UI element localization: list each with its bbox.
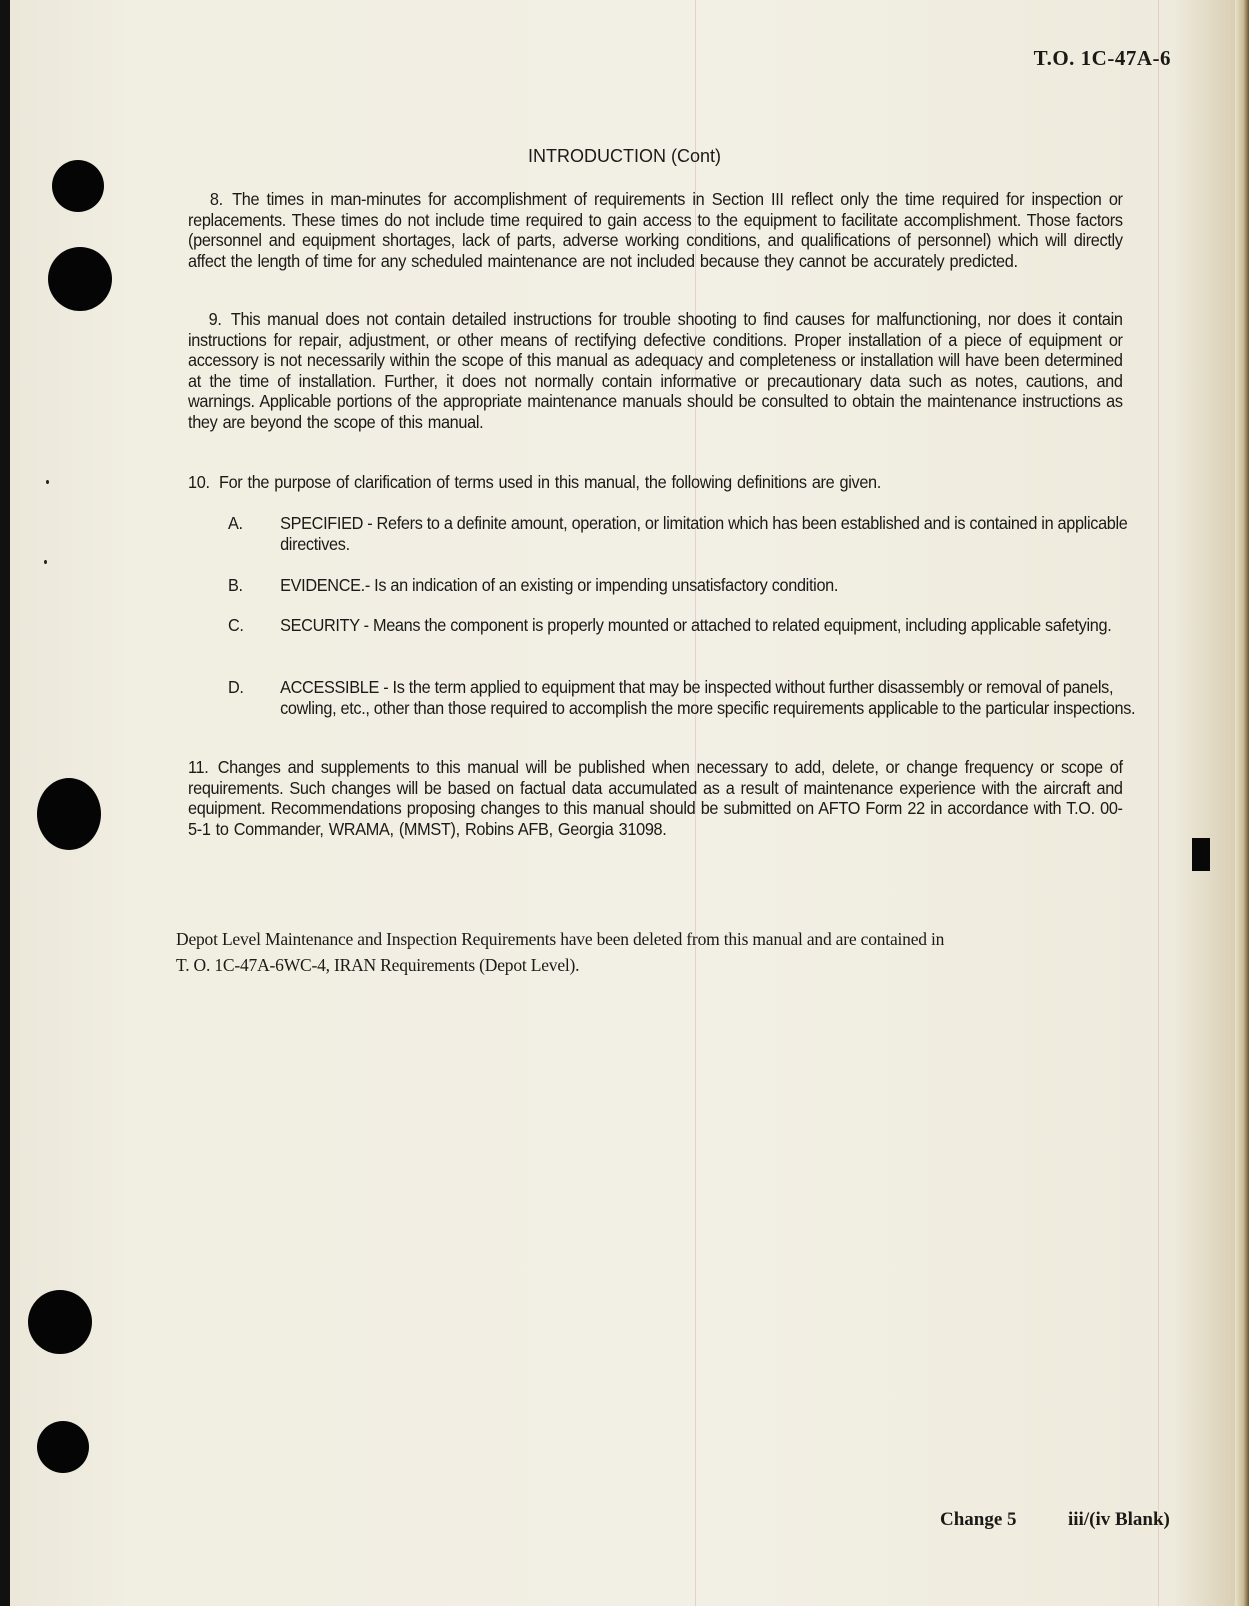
definition-specified	[228, 513, 1144, 554]
paragraph-text: For the purpose of clarification of terms used in this manual, the following definitions are given.	[218, 472, 881, 492]
paragraph-number: 8.	[209, 189, 223, 209]
paragraph-number: 11.	[188, 757, 209, 777]
definition-evidence	[228, 575, 1144, 596]
change-number: Change 5	[940, 1509, 1017, 1530]
definition-text: ACCESSIBLE - Is the term applied to equipment that may be inspected without further disassembly or removal of panels, cowling, etc., other than those required to accomplish the more specific requirements applicable to the particular inspections.	[280, 677, 1136, 718]
binder-hole	[37, 1421, 89, 1473]
depot-note-line: Depot Level Maintenance and Inspection Requirements have been deleted from this manual and are contained in	[176, 929, 945, 949]
binder-hole	[52, 160, 104, 212]
paragraph-text: This manual does not contain detailed instructions for trouble shooting to find causes for malfunctioning, nor does it contain instructions for repair, adjustment, or other means of rectifying defective conditions. Proper installation of a piece of equipment or accessory is not necessarily within the scope of this manual as adequacy and completeness or installation will have been determined at the time of installation. Further, it does not normally contain informative or precautionary data such as notes, cautions, and warnings. Applicable portions of the appropriate maintenance manuals should be consulted to obtain the maintenance instructions as they are beyond the scope of this manual.	[188, 309, 1123, 432]
definition-letter: D.	[228, 677, 244, 697]
definition-text: SPECIFIED - Refers to a definite amount, operation, or limitation which has been established and is contained in applicable directives.	[280, 513, 1128, 554]
definition-letter: B.	[228, 575, 243, 595]
scan-speck	[44, 560, 47, 564]
change-bar	[1192, 838, 1210, 871]
definition-text: EVIDENCE.- Is an indication of an existing or impending unsatisfactory condition.	[280, 575, 839, 595]
definition-text: SECURITY - Means the component is properly mounted or attached to related equipment, including applicable safetying.	[280, 615, 1112, 635]
paragraph-9	[188, 309, 1123, 432]
page-number: iii/(iv Blank)	[1068, 1509, 1170, 1530]
paragraph-11	[188, 757, 1123, 839]
scan-right-edge	[1235, 0, 1249, 1606]
scan-left-edge	[0, 0, 10, 1606]
binder-hole	[37, 778, 101, 850]
section-title: INTRODUCTION (Cont)	[528, 146, 721, 166]
technical-order-number: T.O. 1C-47A-6	[1033, 46, 1171, 70]
paragraph-text: Changes and supplements to this manual will be published when necessary to add, delete, or change frequency or scope of requirements. Such changes will be based on factual data accumulated as a result of maintenance experience with the aircraft and equipment. Recommendations proposing changes to this manual should be submitted on AFTO Form 22 in accordance with T.O. 00-5-1 to Commander, WRAMA, (MMST), Robins AFB, Georgia 31098.	[188, 757, 1123, 839]
paragraph-number: 10.	[188, 472, 210, 492]
paragraph-10	[188, 472, 1123, 493]
definition-letter: C.	[228, 615, 244, 635]
margin-line	[1158, 0, 1159, 1606]
paragraph-text: The times in man-minutes for accomplishment of requirements in Section III reflect only the time required for inspection or replacements. These times do not include time required to gain access to the equipment to facilitate accomplishment. Those factors (personnel and equipment shortages, lack of parts, adverse working conditions, and qualifications of personnel) which will directly affect the length of time for any scheduled maintenance are not included because they cannot be accurately predicted.	[188, 189, 1123, 271]
definition-accessible	[228, 677, 1144, 718]
paragraph-8	[188, 189, 1123, 271]
binder-hole	[28, 1290, 92, 1354]
definition-security	[228, 615, 1144, 636]
scan-speck	[46, 480, 49, 484]
definition-letter: A.	[228, 513, 243, 533]
paragraph-number: 9.	[208, 309, 222, 329]
binder-hole	[48, 247, 112, 311]
depot-note-line: T. O. 1C-47A-6WC-4, IRAN Requirements (Depot Level).	[176, 955, 580, 975]
depot-note	[176, 926, 1216, 978]
